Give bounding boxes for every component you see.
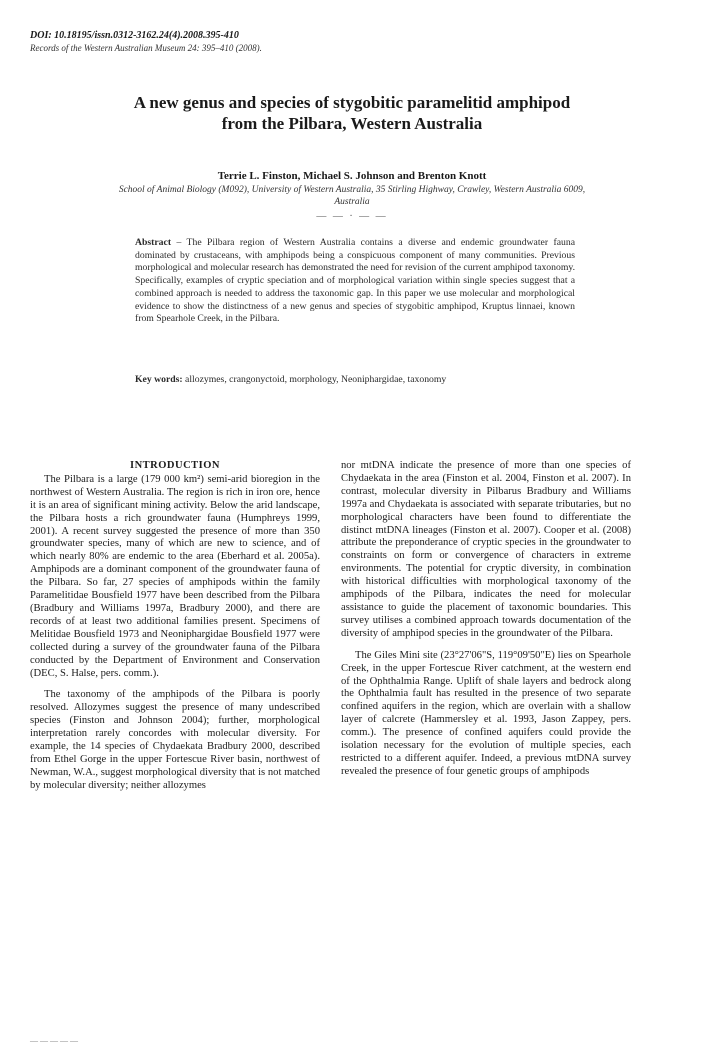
- section-separator: — — · — —: [316, 211, 388, 222]
- body-paragraph: The Giles Mini site (23°27'06"S, 119°09'50"E) lies on Spearhole Creek, in the upper Fortescue River catchment, at the western end of the Ophthalmia Range. Uplift of shale layers and bedrock along the Ophthalmia fault has resulted in the presence of two separate confined aquifers in the region, which are overlain with a shallow layer of calcrete (Hammersley et al. 1993, Jason Zappey, pers. comm.). The presence of confined aquifers could provide the isolation necessary for the evolution of multiple species, each restricted to a different aquifer. Indeed, a previous mtDNA survey revealed the presence of four genetic groups of amphipods: [341, 649, 631, 777]
- article-title: [60, 92, 644, 134]
- journal-citation: Records of the Western Australian Museum 24: 395–410 (2008).: [30, 43, 262, 53]
- introduction-heading: INTRODUCTION: [129, 460, 220, 471]
- left-column: [30, 460, 320, 802]
- abstract-label: Abstract: [135, 237, 172, 248]
- body-paragraph: nor mtDNA indicate the presence of more than one species of Chydaekata in the area (Finston et al. 2004, Finston et al. 2007). In contrast, molecular diversity in Pilbarus Bradbury and Williams 1997a and Chydaekata is associated with separate tributaries, but no morphological characters have been found to differentiate the distinct mtDNA lineages (Finston et al. 2007). Cooper et al. (2008) attribute the preponderance of cryptic species in the groundwater to constraints on form or convergence of characters in extreme environments. The potential for cryptic diversity, in combination with historical difficulties with morphological taxonomy of the amphipods of the Pilbara, indicates the need for molecular assistance to guide the placement of taxonomic boundaries. This survey utilises a combined approach towards documentation of the diversity of amphipod species in the groundwater of the Pilbara.: [341, 460, 631, 639]
- body-paragraph: The Pilbara is a large (179 000 km²) semi-arid bioregion in the northwest of Western Australia. The region is rich in iron ore, hence it is an area of significant mining activity. Below the arid landscape, the Pilbara hosts a rich groundwater fauna (Humphreys 1999, 2001). A recent survey suggested the presence of more than 350 groundwater species, many of which are new to science, and of which nearly 80% are endemic to the area (Eberhard et al. 2005a). Amphipods are a dominant component of the groundwater fauna of the Pilbara. So far, 27 species of amphipods within the family Paramelitidae Bousfield 1977 have been described from the Pilbara (Bradbury and Williams 1997a, Bradbury 2000), and there are records of at least two additional families present. Specimens of Melitidae Bousfield 1973 and Neoniphargidae Bousfield 1977 were collected during a survey of the groundwater fauna of the Pilbara conducted by the Department of Environment and Conservation (DEC, S. Halse, pers. comm.).: [30, 473, 320, 679]
- title-line-1: A new genus and species of stygobitic paramelitid amphipod: [133, 93, 571, 112]
- page-footer: ― ― ― ― ―: [30, 1036, 78, 1045]
- author-affiliation: School of Animal Biology (M092), University of Western Australia, 35 Stirling Highway, Crawley, Western Australia 6009, Australia: [118, 185, 586, 207]
- doi-line[interactable]: DOI: 10.18195/issn.0312-3162.24(4).2008.395-410: [30, 30, 239, 41]
- title-line-2: from the Pilbara, Western Australia: [221, 114, 483, 133]
- abstract-block: [135, 237, 575, 326]
- author-list: Terrie L. Finston, Michael S. Johnson and Brenton Knott: [217, 170, 487, 182]
- keywords-label: Key words:: [135, 374, 183, 385]
- abstract-text: – The Pilbara region of Western Australia contains a diverse and endemic groundwater fauna dominated by crustaceans, with amphipods being a conspicuous component of many communities. Previous morphological and molecular research has demonstrated the need for revision of the current amphipod taxonomy. Specifically, examples of cryptic speciation and of morphological variation within single species suggest that a combined approach is needed to address the taxonomic gap. In this paper we use molecular and morphological evidence to show the distinctness of a new genus and species of stygobitic amphipod, Kruptus linnaei, known from Spearhole Creek, in the Pilbara.: [135, 237, 575, 325]
- keywords-text: allozymes, crangonyctoid, morphology, Neoniphargidae, taxonomy: [182, 374, 447, 385]
- body-paragraph: The taxonomy of the amphipods of the Pilbara is poorly resolved. Allozymes suggest the presence of many undescribed species (Finston and Johnson 2004); further, morphological interpretation rarely concordes with molecular diversity. For example, the 14 species of Chydaekata Bradbury 2000, described from Ethel Gorge in the upper Fortescue River basin, northwest of Newman, W.A., suggest morphological diversity that is not matched by molecular diversity; neither allozymes: [30, 689, 320, 791]
- right-column: [341, 460, 631, 788]
- keywords-block: [135, 374, 575, 387]
